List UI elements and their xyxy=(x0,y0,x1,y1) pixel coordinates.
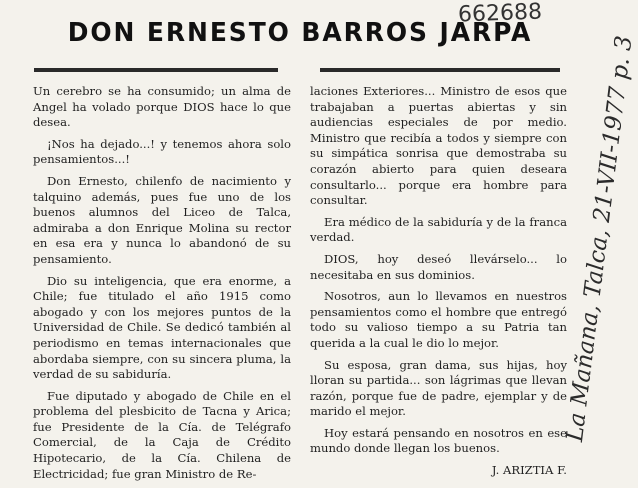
paragraph: Hoy estará pensando en nosotros en ese mundo donde llegan los buenos. xyxy=(310,425,567,456)
paragraph: Fue diputado y abogado de Chile en el problema del plesbicito de Tacna y Arica; fue Presidente de la Cía. de Telégrafo Comercial, de la Caja de Crédito Hipotecario, de la Cía. Chilena de Electricidad; fue gran Ministro de Re- xyxy=(33,388,291,481)
left-title-rule xyxy=(34,68,278,72)
paragraph: Nosotros, aun lo llevamos en nuestros pensamientos como el hombre que entregó todo su valioso tiempo a su Patria tan querida a la cual le dio lo mejor. xyxy=(310,289,567,350)
paragraph: Dio su inteligencia, que era enorme, a Chile; fue titulado el año 1915 como abogado y con los mejores puntos de la Universidad de Chile. Se dedicó también al periodismo en temas internacionales que abordaba siempre, con su sincera pluma, la verdad de su sabiduría. xyxy=(33,273,291,382)
paragraph: laciones Exteriores... Ministro de esos que trabajaban a puertas abiertas y sin audiencias especiales de por medio. Ministro que recibía a todos y siempre con su simpática sonrisa que demostraba su corazón abierto para quien deseara consultarlo... porque era hombre para consultar. xyxy=(310,84,567,208)
paragraph: Un cerebro se ha consumido; un alma de Angel ha volado porque DIOS hace lo que desea. xyxy=(33,84,291,130)
left-column xyxy=(33,84,291,488)
right-column xyxy=(310,84,567,479)
right-title-rule xyxy=(320,68,560,72)
article-title: DON ERNESTO BARROS JARPA xyxy=(67,18,533,48)
paragraph: Don Ernesto, chilenfo de nacimiento y talquino además, pues fue uno de los buenos alumnos del Liceo de Talca, admiraba a don Enrique Molina su rector en esa era y nunca lo abandonó de su pensamiento. xyxy=(33,173,291,266)
paragraph: Era médico de la sabiduría y de la franca verdad. xyxy=(310,214,567,245)
paragraph: ¡Nos ha dejado...! y tenemos ahora solo pensamientos...! xyxy=(33,136,291,167)
paragraph: Su esposa, gran dama, sus hijas, hoy lloran su partida... son lágrimas que llevan razón, porque fue de padre, ejemplar y de marido el mejor. xyxy=(310,357,567,419)
handwritten-source-note: La Mañana, Talca, 21-VII-1977 p. 3 xyxy=(562,34,638,444)
archive-number: 662688 xyxy=(457,0,543,28)
author-signature: J. ARIZTIA F. xyxy=(491,463,567,478)
paragraph: DIOS, hoy deseó llevárselo... lo necesitaba en sus dominios. xyxy=(310,251,567,282)
